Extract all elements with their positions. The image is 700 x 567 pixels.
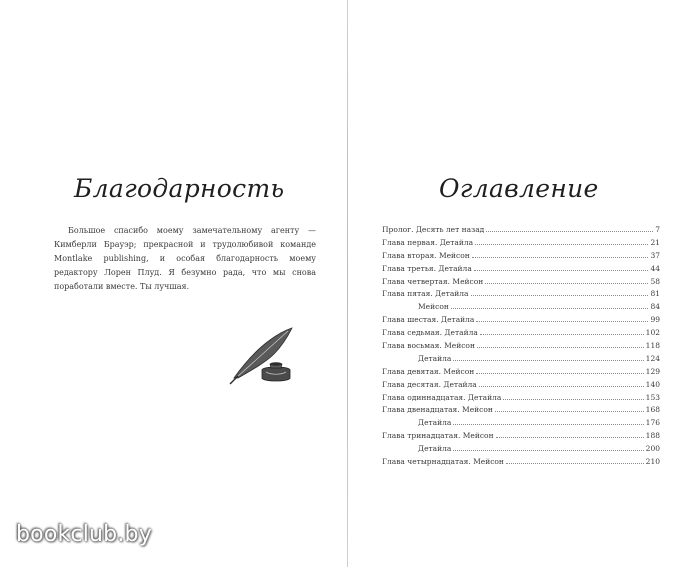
toc-entry-title: Глава четырнадцатая. Мейсон — [382, 457, 504, 467]
toc-entry — [382, 327, 660, 340]
toc-entry — [382, 340, 660, 353]
toc-entry-page-number: 176 — [645, 418, 660, 428]
toc-dot-leader — [475, 237, 648, 245]
toc-dot-leader — [476, 314, 648, 322]
left-page — [0, 0, 347, 567]
toc-dot-leader — [506, 456, 644, 464]
toc-dot-leader — [479, 379, 644, 387]
toc-dot-leader — [453, 417, 643, 425]
toc-entry — [382, 237, 660, 250]
toc-entry — [382, 224, 660, 237]
toc-entry-title: Глава одиннадцатая. Детайла — [382, 392, 502, 402]
toc-entry-page-number: 44 — [650, 263, 660, 273]
toc-dot-leader — [453, 353, 643, 361]
toc-entry-title: Глава двенадцатая. Мейсон — [382, 405, 493, 415]
toc-dot-leader — [486, 224, 653, 232]
toc-entry-title: Глава седьмая. Детайла — [382, 328, 478, 338]
toc-entry — [382, 443, 660, 456]
page-fold — [347, 0, 348, 567]
toc-entry — [382, 366, 660, 379]
toc-entry-page-number: 21 — [650, 237, 660, 247]
toc-dot-leader — [495, 404, 644, 412]
contents-heading: Оглавление — [439, 174, 599, 203]
acknowledgements-paragraph: Большое спасибо моему замечательному агенту — Кимберли Брауэр; прекрасной и трудолюбивой команде Montlake publishing, и особая благодарность моему редактору Лорен Плуд. Я безумно рада, что мы снова поработали вместе. Ты лучшая. — [54, 226, 316, 291]
toc-entry — [382, 353, 660, 366]
table-of-contents — [382, 224, 660, 469]
toc-entry-title: Глава восьмая. Мейсон — [382, 341, 475, 351]
toc-entry-title: Глава пятая. Детайла — [382, 289, 469, 299]
toc-entry — [382, 404, 660, 417]
toc-entry — [382, 430, 660, 443]
toc-entry-page-number: 84 — [650, 302, 660, 312]
quill-and-inkwell-icon — [226, 320, 306, 390]
toc-entry-title: Пролог. Десять лет назад — [382, 225, 485, 234]
toc-dot-leader — [453, 443, 643, 451]
toc-entry-page-number: 210 — [645, 457, 660, 467]
toc-entry-title: Глава четвертая. Мейсон — [382, 276, 484, 286]
watermark-logo: bookclub.by — [16, 522, 152, 547]
toc-dot-leader — [485, 276, 648, 284]
toc-entry-page-number: 129 — [645, 366, 660, 376]
toc-dot-leader — [496, 430, 644, 438]
toc-dot-leader — [474, 263, 649, 271]
toc-entry — [382, 392, 660, 405]
toc-entry-title: Глава первая. Детайла — [382, 237, 474, 247]
toc-entry-title: Глава десятая. Детайла — [382, 379, 477, 389]
toc-entry-page-number: 188 — [645, 431, 660, 441]
toc-entry-title: Глава шестая. Детайла — [382, 315, 475, 325]
toc-entry-page-number: 81 — [650, 289, 660, 299]
toc-entry-page-number: 102 — [645, 328, 660, 338]
toc-entry — [382, 288, 660, 301]
toc-entry-page-number: 58 — [650, 276, 660, 286]
toc-entry-title: Глава вторая. Мейсон — [382, 250, 470, 260]
toc-dot-leader — [471, 288, 649, 296]
toc-entry-title: Глава третья. Детайла — [382, 263, 472, 273]
toc-entry — [382, 276, 660, 289]
toc-dot-leader — [503, 392, 643, 400]
toc-entry-title: Глава тринадцатая. Мейсон — [382, 431, 494, 441]
toc-entry-page-number: 124 — [645, 353, 660, 363]
toc-entry-title: Мейсон — [418, 302, 449, 312]
toc-entry-page-number: 168 — [645, 405, 660, 415]
toc-entry-page-number: 37 — [650, 250, 660, 260]
toc-dot-leader — [472, 250, 649, 258]
toc-entry-page-number: 7 — [655, 225, 660, 234]
toc-entry-title: Детайла — [418, 353, 452, 363]
toc-dot-leader — [480, 327, 644, 335]
toc-entry — [382, 301, 660, 314]
toc-dot-leader — [451, 301, 649, 309]
toc-dot-leader — [477, 340, 644, 348]
toc-entry-page-number: 140 — [645, 379, 660, 389]
toc-entry — [382, 250, 660, 263]
toc-entry — [382, 263, 660, 276]
toc-entry-title: Глава девятая. Мейсон — [382, 366, 475, 376]
toc-entry — [382, 379, 660, 392]
toc-entry-page-number: 99 — [650, 315, 660, 325]
acknowledgements-text — [54, 224, 316, 294]
toc-entry-page-number: 153 — [645, 392, 660, 402]
right-page — [349, 0, 700, 567]
toc-entry-page-number: 200 — [645, 444, 660, 454]
acknowledgements-heading: Благодарность — [74, 174, 285, 203]
toc-entry-page-number: 118 — [645, 341, 660, 351]
toc-dot-leader — [476, 366, 643, 374]
toc-entry — [382, 456, 660, 469]
toc-entry — [382, 314, 660, 327]
toc-entry-title: Детайла — [418, 444, 452, 454]
toc-entry — [382, 417, 660, 430]
toc-entry-title: Детайла — [418, 418, 452, 428]
